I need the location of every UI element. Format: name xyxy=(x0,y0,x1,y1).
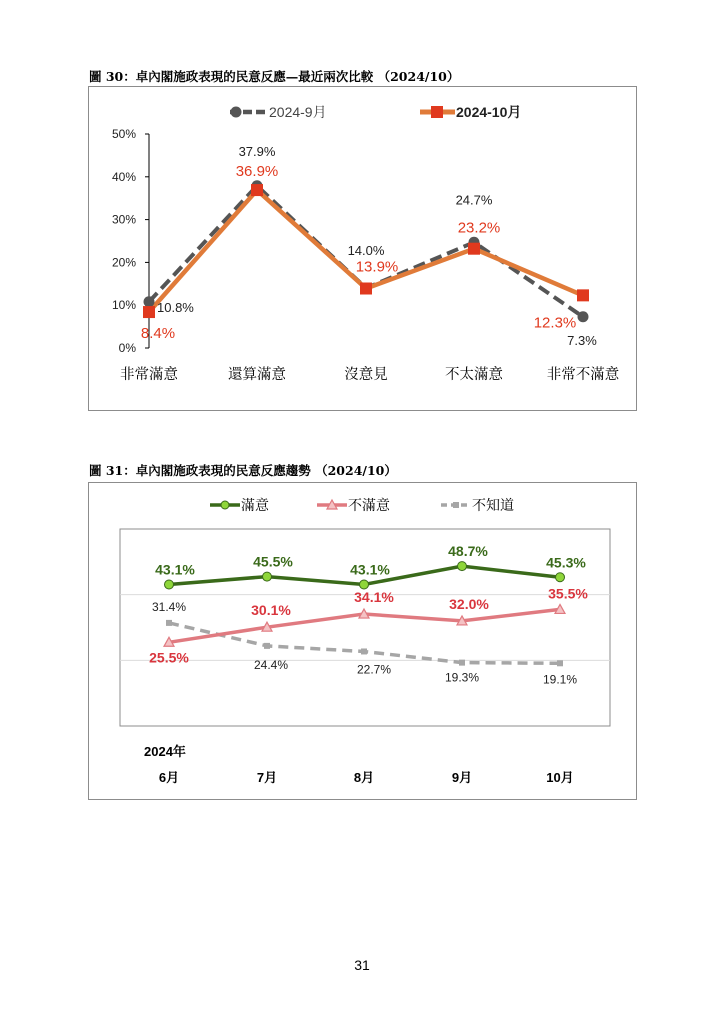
x-category-label: 10月 xyxy=(546,770,574,785)
marker-2024-10 xyxy=(360,283,372,295)
marker-2024-10 xyxy=(143,306,155,318)
figure-30-chart xyxy=(88,86,637,411)
marker-2024-10 xyxy=(577,289,589,301)
data-label-dont-know: 19.1% xyxy=(542,672,578,687)
y-tick-label: 10% xyxy=(111,298,136,313)
data-label-dissatisfied: 32.0% xyxy=(449,595,489,612)
data-label-2024-10: 8.4% xyxy=(140,325,176,343)
x-category-label: 非常不滿意 xyxy=(546,367,620,383)
figure-30-caption: 圖 30：卓內閣施政表現的民意反應—最近兩次比較 （2024/10） xyxy=(89,69,460,84)
x-category-label: 7月 xyxy=(256,770,278,785)
data-label-dissatisfied: 34.1% xyxy=(354,589,394,606)
marker-dont-know xyxy=(459,660,465,666)
x-category-label: 8月 xyxy=(353,770,375,785)
marker-satisfied xyxy=(458,562,467,571)
data-label-satisfied: 43.1% xyxy=(155,561,195,578)
x-category-label: 9月 xyxy=(451,770,473,785)
marker-2024-9 xyxy=(144,296,155,307)
data-label-dont-know: 31.4% xyxy=(151,599,187,614)
data-label-dissatisfied: 30.1% xyxy=(251,602,291,619)
data-label-2024-9: 37.9% xyxy=(238,143,276,159)
legend-marker-satisfied xyxy=(221,501,229,509)
legend-marker-dont-know xyxy=(453,502,459,508)
data-label-2024-10: 13.9% xyxy=(355,258,399,276)
legend-label-satisfied: 滿意 xyxy=(241,497,269,513)
y-tick-label: 0% xyxy=(118,341,136,355)
legend-marker-2024-9 xyxy=(231,107,242,118)
page-number: 31 xyxy=(354,957,370,973)
figure-31-svg xyxy=(89,483,638,801)
y-tick-label: 40% xyxy=(111,169,136,184)
legend-label-2024-10: 2024-10月 xyxy=(456,104,522,120)
marker-2024-10 xyxy=(468,243,480,255)
marker-satisfied xyxy=(165,580,174,589)
data-label-satisfied: 45.3% xyxy=(546,554,586,571)
marker-dont-know xyxy=(264,643,270,649)
marker-satisfied xyxy=(360,580,369,589)
data-label-2024-10: 36.9% xyxy=(235,163,279,181)
legend-label-dont-know: 不知道 xyxy=(472,497,514,513)
data-label-dont-know: 24.4% xyxy=(253,657,289,672)
x-category-label: 沒意見 xyxy=(344,367,388,383)
data-label-2024-10: 23.2% xyxy=(457,219,501,237)
marker-dont-know xyxy=(166,620,172,626)
data-label-dissatisfied: 25.5% xyxy=(149,649,189,666)
year-label: 2024年 xyxy=(144,744,186,759)
marker-2024-9 xyxy=(578,311,589,322)
data-label-2024-9: 14.0% xyxy=(347,243,385,259)
figure-31-chart xyxy=(88,482,637,800)
data-label-dont-know: 22.7% xyxy=(356,662,392,677)
x-category-label: 非常滿意 xyxy=(120,367,178,383)
legend-label-2024-9: 2024-9月 xyxy=(269,104,327,120)
legend-marker-2024-10 xyxy=(431,106,443,118)
marker-dont-know xyxy=(557,660,563,666)
legend-label-dissatisfied: 不滿意 xyxy=(348,497,390,513)
x-category-label: 6月 xyxy=(158,770,180,785)
y-tick-label: 50% xyxy=(111,127,136,141)
figure-30-svg xyxy=(89,87,638,412)
data-label-2024-10: 12.3% xyxy=(533,314,577,332)
data-label-satisfied: 45.5% xyxy=(253,553,293,570)
data-label-dissatisfied: 35.5% xyxy=(548,585,588,602)
y-tick-label: 20% xyxy=(111,255,136,270)
figure-31-caption: 圖 31：卓內閣施政表現的民意反應趨勢 （2024/10） xyxy=(89,463,397,478)
data-label-dont-know: 19.3% xyxy=(444,670,480,685)
data-label-2024-9: 10.8% xyxy=(157,299,194,315)
data-label-satisfied: 43.1% xyxy=(350,561,390,578)
x-category-label: 不太滿意 xyxy=(445,367,503,383)
marker-satisfied xyxy=(556,573,565,582)
x-category-label: 還算滿意 xyxy=(228,367,286,383)
data-label-2024-9: 24.7% xyxy=(455,192,493,208)
y-tick-label: 30% xyxy=(111,212,136,227)
series-line-dont-know xyxy=(169,623,560,663)
marker-satisfied xyxy=(263,572,272,581)
marker-dont-know xyxy=(361,648,367,654)
data-label-2024-9: 7.3% xyxy=(567,332,597,348)
data-label-satisfied: 48.7% xyxy=(448,543,488,560)
marker-2024-10 xyxy=(251,184,263,196)
